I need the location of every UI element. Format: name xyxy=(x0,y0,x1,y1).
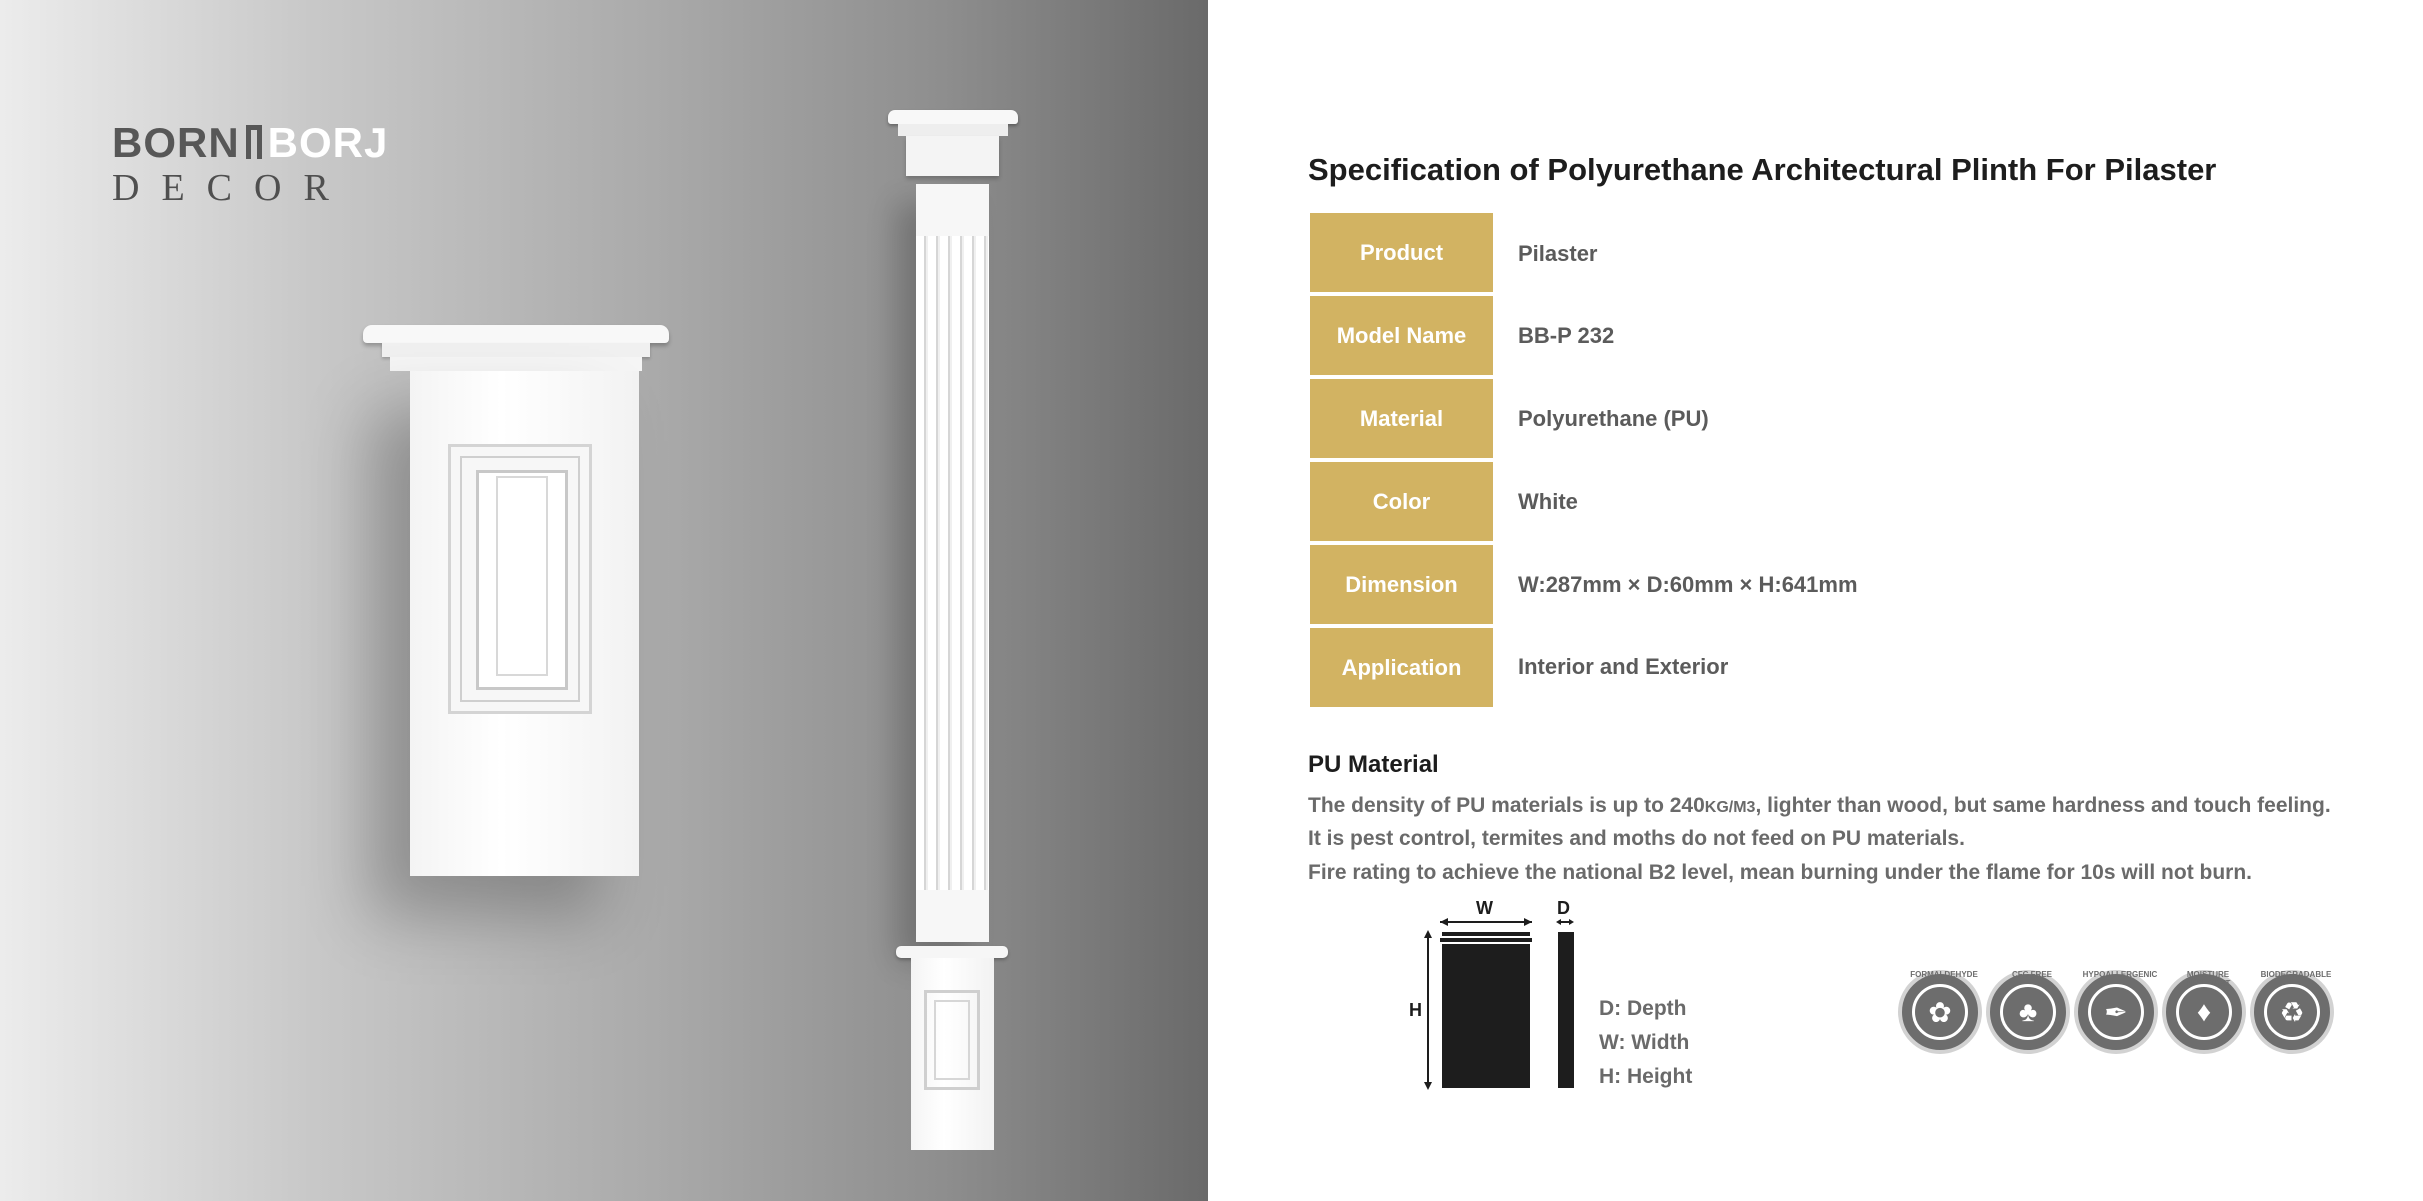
depth-label: D xyxy=(1557,898,1570,918)
legend-depth: D: Depth xyxy=(1599,997,1687,1020)
spec-label: Application xyxy=(1310,626,1493,707)
table-row xyxy=(1310,543,2218,626)
product-photo xyxy=(0,0,1208,1201)
height-label: H xyxy=(1409,1000,1422,1020)
spec-value: White xyxy=(1518,488,1578,514)
legend-width: W: Width xyxy=(1599,1031,1690,1054)
spec-table xyxy=(1310,213,2218,707)
table-row xyxy=(1310,213,2218,294)
spec-label: Model Name xyxy=(1310,294,1493,377)
spec-label: Product xyxy=(1310,213,1493,294)
pu-line-density: The density of PU materials is up to 240KG/M3, lighter than wood, but same hardness and touch feeling. xyxy=(1308,794,2331,817)
width-label: W xyxy=(1476,898,1493,918)
dimension-drawing xyxy=(1400,910,1590,1095)
spec-label: Dimension xyxy=(1310,543,1493,626)
pu-line-pest: It is pest control, termites and moths do not feed on PU materials. xyxy=(1308,827,1965,850)
table-row xyxy=(1310,377,2218,460)
brand-logo xyxy=(112,120,388,208)
pu-material-heading: PU Material xyxy=(1308,751,1439,778)
feather-icon: ✒ xyxy=(2088,984,2144,1040)
cfc-free-badge: CFC FREE ♣ xyxy=(1986,970,2070,1054)
table-row xyxy=(1310,626,2218,707)
water-drop-icon: ♦ xyxy=(2176,984,2232,1040)
table-row xyxy=(1310,460,2218,543)
table-row xyxy=(1310,294,2218,377)
formaldehyde-free-badge: FORMALDEHYDE FREE ✿ xyxy=(1898,970,1982,1054)
hypoallergenic-badge: HYPOALLERGENIC ✒ xyxy=(2074,970,2158,1054)
spec-value: Pilaster xyxy=(1518,240,1598,266)
spec-value: W:287mm × D:60mm × H:641mm xyxy=(1518,571,1858,597)
spec-value: Interior and Exterior xyxy=(1518,653,1729,679)
spec-label: Material xyxy=(1310,377,1493,460)
pu-line-fire: Fire rating to achieve the national B2 level, mean burning under the flame for 10s will not burn. xyxy=(1308,861,2253,884)
spec-value: Polyurethane (PU) xyxy=(1518,405,1709,431)
recycle-icon: ♻ xyxy=(2264,984,2320,1040)
plant-icon: ✿ xyxy=(1912,984,1968,1040)
spec-label: Color xyxy=(1310,460,1493,543)
brand-logo-sub: DECOR xyxy=(112,167,351,209)
moisture-resistant-badge: MOISTURE RESISTANT ♦ xyxy=(2162,970,2246,1054)
brand-logo-name: BORN BORJ xyxy=(112,119,389,166)
legend-height: H: Height xyxy=(1599,1065,1693,1088)
page-title: Specification of Polyurethane Architectural Plinth For Pilaster xyxy=(1308,152,2217,187)
biodegradable-badge: BIODEGRADABLE ♻ xyxy=(2250,970,2334,1054)
tree-icon: ♣ xyxy=(2000,984,2056,1040)
spec-value: BB-P 232 xyxy=(1518,322,1615,348)
